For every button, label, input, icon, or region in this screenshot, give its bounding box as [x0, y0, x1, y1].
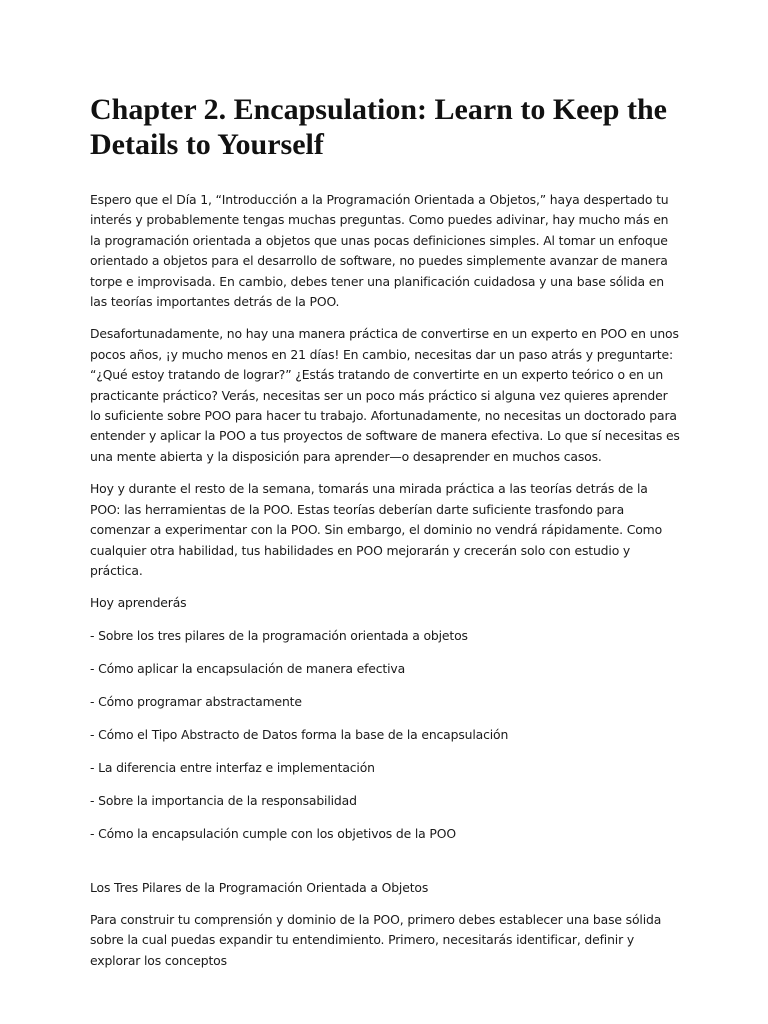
chapter-title: Chapter 2. Encapsulation: Learn to Keep the Details to Yourself: [90, 93, 667, 161]
section-paragraph: Para construir tu comprensión y dominio de la POO, primero debes establecer una base sólida sobre la cual puedas expandir tu entendimiento. Primero, necesitarás identificar, definir y explorar los conceptos: [90, 911, 662, 968]
list-intro: Hoy aprenderás: [90, 595, 187, 611]
paragraph-week: Hoy y durante el resto de la semana, tomarás una mirada práctica a las teorías detrás de la POO: las herramientas de la POO. Estas teorías deberían darte suficiente trasfondo para comenzar a experimentar con la POO. Sin embargo, el dominio no vendrá rápidamente. Como cualquier otra habilidad, tus habilidades en POO mejorarán y crecerán solo con estudio y práctica.: [90, 481, 662, 578]
list-item: - Cómo programar abstractamente: [90, 693, 302, 709]
document-page: [90, 92, 680, 983]
list-item: - La diferencia entre interfaz e implementación: [90, 759, 375, 775]
list-item: - Sobre los tres pilares de la programación orientada a objetos: [90, 627, 468, 643]
list-item: - Cómo aplicar la encapsulación de manera efectiva: [90, 660, 406, 676]
paragraph-practical: Desafortunadamente, no hay una manera práctica de convertirse en un experto en POO en unos pocos años, ¡y mucho menos en 21 días! En cambio, necesitas dar un paso atrás y preguntarte: “¿Qué estoy tratando de lograr?” ¿Estás tratando de convertirte en un experto teórico o en un practicante práctico? Verás, necesitas ser un poco más práctico si alguna vez quieres aprender lo suficiente sobre POO para hacer tu trabajo. Afortunadamente, no necesitas un doctorado para entender y aplicar la POO a tus proyectos de software de manera efectiva. Lo que sí necesitas es una mente abierta y la disposición para aprender—o desaprender en muchos casos.: [90, 326, 680, 464]
paragraph-intro: Espero que el Día 1, “Introducción a la Programación Orientada a Objetos,” haya despertado tu interés y probablemente tengas muchas preguntas. Como puedes adivinar, hay mucho más en la programación orientada a objetos que unas pocas definiciones simples. Al tomar un enfoque orientado a objetos para el desarrollo de software, no puedes simplemente avanzar de manera torpe e improvisada. En cambio, debes tener una planificación cuidadosa y una base sólida en las teorías importantes detrás de la POO.: [90, 192, 669, 310]
section-heading: Los Tres Pilares de la Programación Orientada a Objetos: [90, 879, 429, 895]
list-item: - Cómo el Tipo Abstracto de Datos forma la base de la encapsulación: [90, 726, 509, 742]
list-item: - Cómo la encapsulación cumple con los objetivos de la POO: [90, 825, 456, 841]
list-item: - Sobre la importancia de la responsabilidad: [90, 792, 357, 808]
learning-list: [90, 626, 680, 844]
